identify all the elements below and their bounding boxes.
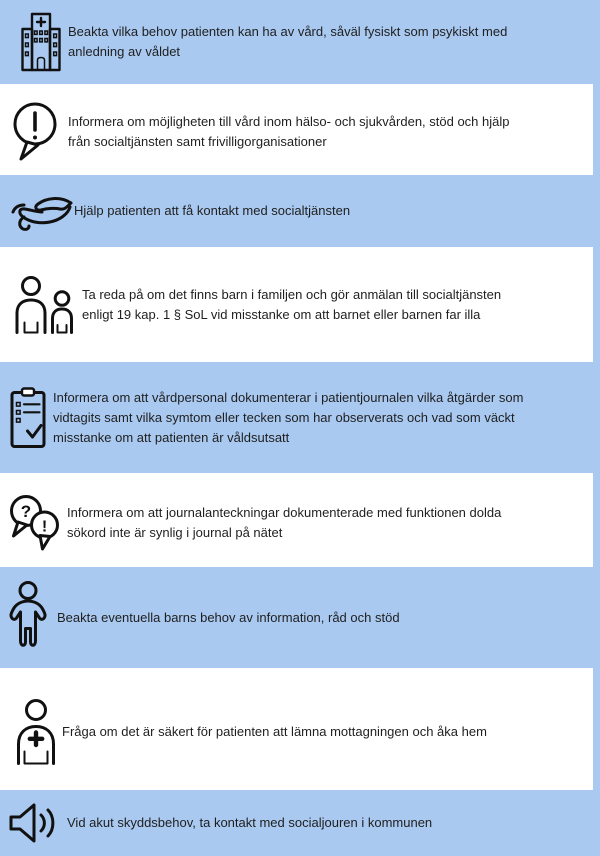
item-text-line: Beakta vilka behov patienten kan ha av vård, såväl fysiskt som psykiskt med [68,24,508,39]
list-item [0,790,600,856]
item-text-line: Informera om att vårdpersonal dokumenterar i patientjournalen vilka åtgärder som [53,389,524,405]
medical-person-icon [15,699,57,765]
list-item [0,175,600,247]
item-text-line: Informera om att journalanteckningar dokumenterade med funktionen dolda [67,505,502,520]
list-item [0,252,593,358]
list-item [0,362,600,473]
item-text-line: Beakta eventuella barns behov av information, råd och stöd [57,609,400,625]
item-text [68,22,507,62]
item-text-line: Hjälp patienten att få kontakt med socialtjänsten [74,203,351,218]
item-text-line: Informera om möjligheten till vård inom hälso- och sjukvården, stöd och hjälp [68,114,510,129]
item-text-line: misstanke om att patienten är våldsutsatt [53,429,290,445]
svg-text:?: ? [20,502,32,521]
item-text-line: Vid akut skyddsbehov, ta kontakt med socialjouren i kommunen [67,815,433,830]
item-text [67,813,432,833]
list-item [0,0,600,84]
item-text-line: enligt 19 kap. 1 § SoL vid misstanke om att barnet eller barnen far illa [82,307,481,322]
list-item [0,567,600,668]
item-text [57,608,400,628]
clipboard-checklist-icon [10,387,46,449]
item-text-line: vidtagits samt vilka symtom eller tecken som har observerats och vad som väckt [53,409,515,425]
item-text-line: från socialtjänsten samt frivilligorganisationer [68,134,327,149]
item-text-line: Ta reda på om det finns barn i familjen och gör anmälan till socialtjänsten [82,287,502,302]
item-text [82,285,501,325]
speaker-icon [8,801,58,845]
list-item [0,680,593,784]
adult-and-child-icon [14,276,76,334]
item-text [62,722,487,742]
list-item [0,90,593,174]
helping-hand-icon [10,190,74,232]
item-text [74,201,350,221]
child-icon [8,581,48,655]
item-text-line: sökord inte är synlig i journal på nätet [67,525,283,540]
question-exclamation-bubbles-icon [8,493,60,553]
svg-text:!: ! [41,518,48,536]
list-item [0,480,593,566]
item-text-line: Fråga om det är säkert för patienten att lämna mottagningen och åka hem [62,724,487,739]
item-text [53,388,523,448]
item-text [68,112,510,152]
item-text-line: anledning av våldet [68,44,181,59]
hospital-icon [21,12,61,72]
exclamation-bubble-icon [12,101,58,163]
item-text [67,503,501,543]
